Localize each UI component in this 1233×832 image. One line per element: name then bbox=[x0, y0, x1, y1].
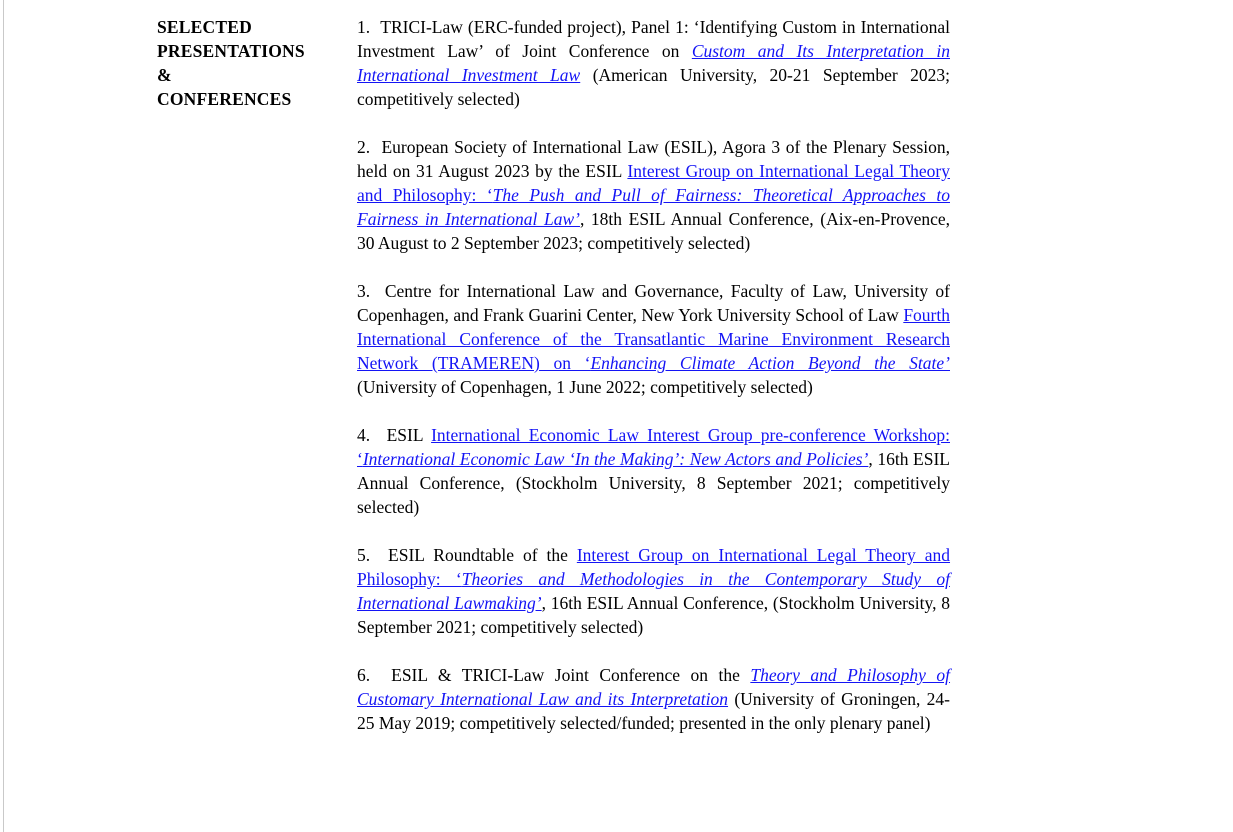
entry-text: , 16th ESIL Annual Conference, (Stockholm University, 8 September 2021; competitively selected) bbox=[357, 593, 950, 637]
entry-text: TRICI-Law (ERC-funded project), Panel 1: ‘Identifying Custom in International Investment Law’ of Joint Conference on bbox=[357, 17, 950, 61]
conference-entry bbox=[357, 15, 950, 111]
entry-text: , 16th ESIL Annual Conference, (Stockholm University, 8 September 2021; competitively selected) bbox=[357, 449, 950, 517]
entry-hyperlink[interactable]: Enhancing Climate Action Beyond the State’ bbox=[590, 353, 950, 373]
entry-text: ESIL bbox=[386, 425, 432, 445]
entry-text: ESIL Roundtable of the bbox=[388, 545, 577, 565]
entry-hyperlink[interactable]: Interest Group on International Legal Theory and Philosophy: ‘ bbox=[357, 545, 951, 589]
entry-text: ESIL & TRICI-Law Joint Conference on the bbox=[391, 665, 751, 685]
entry-hyperlink[interactable]: International Economic Law ‘In the Making’: New Actors and Policies’ bbox=[362, 449, 869, 469]
entry-hyperlink[interactable]: The Push and Pull of Fairness: Theoretical Approaches to Fairness in International Law’ bbox=[357, 185, 950, 229]
page-edge-line bbox=[3, 0, 4, 832]
section-heading-line: SELECTED bbox=[157, 17, 252, 37]
conference-entry bbox=[357, 423, 950, 519]
entry-text: , 18th ESIL Annual Conference, (Aix-en-Provence, 30 August to 2 September 2023; competitively selected) bbox=[357, 209, 950, 253]
section-heading bbox=[157, 15, 357, 759]
section-heading-line: & bbox=[157, 65, 172, 85]
entry-number: 5. bbox=[357, 545, 389, 565]
entry-text: European Society of International Law (ESIL), Agora 3 of the Plenary Session, held on 31 August 2023 by the ESIL bbox=[357, 137, 950, 181]
section-heading-line: PRESENTATIONS bbox=[157, 41, 305, 61]
entry-number: 2. bbox=[357, 137, 382, 157]
entry-hyperlink[interactable]: Theory and Philosophy of Customary International Law and its Interpretation bbox=[357, 665, 951, 709]
entry-hyperlink[interactable]: Interest Group on International Legal Theory and Philosophy: ‘ bbox=[357, 161, 950, 205]
entry-hyperlink[interactable]: Theories and Methodologies in the Contemporary Study of International Lawmaking’ bbox=[357, 569, 950, 613]
entries-list bbox=[357, 15, 950, 759]
conference-entry bbox=[357, 663, 950, 735]
entry-text: (American University, 20-21 September 2023; competitively selected) bbox=[357, 65, 950, 109]
entry-number: 6. bbox=[357, 665, 392, 685]
entry-number: 3. bbox=[357, 281, 385, 301]
entry-number: 4. bbox=[357, 425, 387, 445]
conference-entry bbox=[357, 279, 950, 399]
section-heading-line: CONFERENCES bbox=[157, 89, 292, 109]
entry-number: 1. bbox=[357, 17, 381, 37]
entry-text: (University of Copenhagen, 1 June 2022; competitively selected) bbox=[357, 377, 813, 397]
entry-hyperlink[interactable]: International Economic Law Interest Group pre-conference Workshop: ‘ bbox=[357, 425, 950, 469]
conference-entry bbox=[357, 543, 950, 639]
entry-hyperlink[interactable]: Fourth International Conference of the Transatlantic Marine Environment Research Network (TRAMEREN) on ‘ bbox=[357, 305, 950, 373]
conference-entry bbox=[357, 135, 950, 255]
entry-hyperlink[interactable]: Custom and Its Interpretation in International Investment Law bbox=[357, 41, 950, 85]
entry-text: (University of Groningen, 24-25 May 2019; competitively selected/funded; presented in the only plenary panel) bbox=[357, 689, 950, 733]
entry-text: Centre for International Law and Governance, Faculty of Law, University of Copenhagen, and Frank Guarini Center, New York University School of Law bbox=[357, 281, 951, 325]
